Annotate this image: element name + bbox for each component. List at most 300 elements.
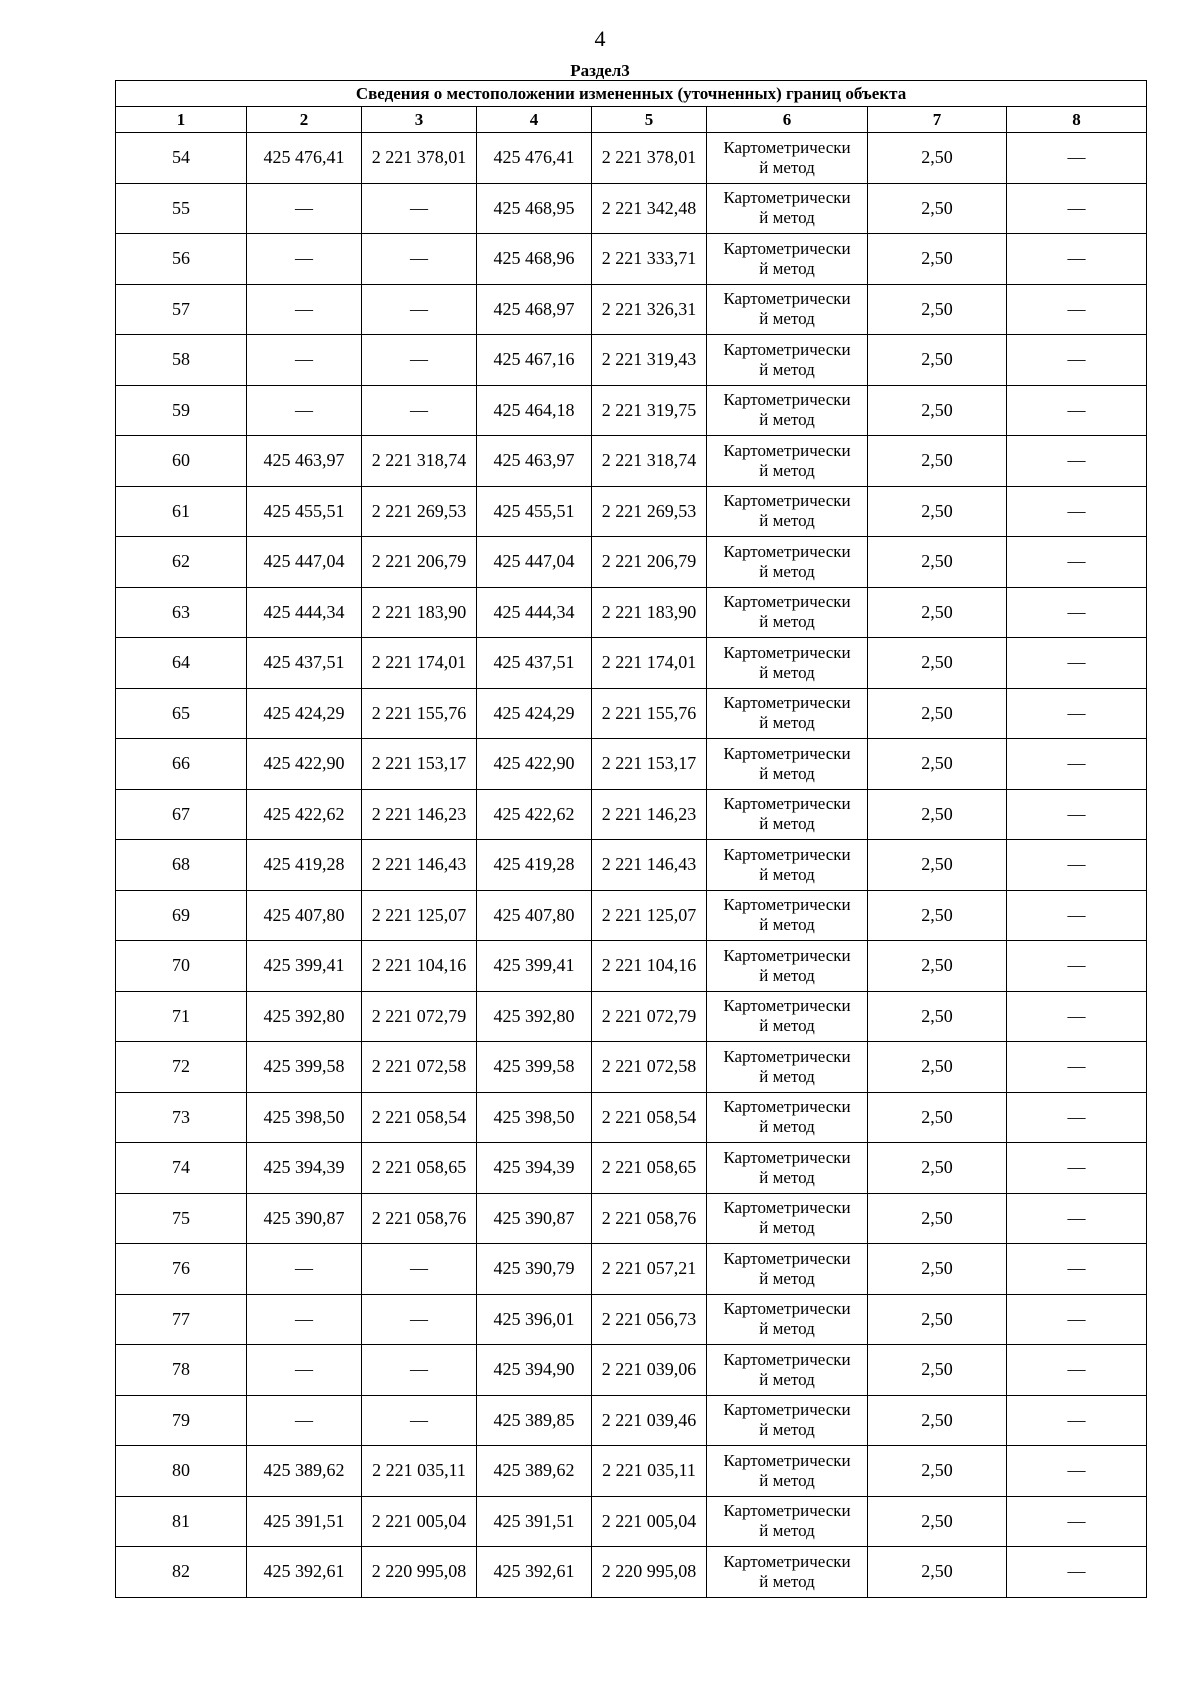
old-x-cell: 425 424,29 [247, 688, 362, 739]
new-y-cell: 2 221 153,17 [592, 739, 707, 790]
method-cell [707, 890, 868, 941]
old-x-cell: 425 394,39 [247, 1143, 362, 1194]
new-x-cell: 425 394,39 [477, 1143, 592, 1194]
new-y-cell: 2 221 058,76 [592, 1193, 707, 1244]
new-x-cell: 425 468,97 [477, 284, 592, 335]
method-cell [707, 1092, 868, 1143]
method-text-line1: Картометрически [723, 1147, 851, 1167]
old-x-cell: 425 444,34 [247, 587, 362, 638]
point-number-cell: 59 [116, 385, 247, 436]
new-y-cell: 2 221 057,21 [592, 1244, 707, 1295]
point-number-cell: 60 [116, 436, 247, 487]
old-x-cell: — [247, 1395, 362, 1446]
method-text-line1: Картометрически [723, 743, 851, 763]
accuracy-cell: 2,50 [868, 183, 1007, 234]
description-cell: — [1007, 234, 1147, 285]
point-number-cell: 58 [116, 335, 247, 386]
point-number-cell: 69 [116, 890, 247, 941]
table-row [116, 840, 1147, 891]
old-x-cell: 425 463,97 [247, 436, 362, 487]
method-text-line1: Картометрически [723, 1551, 851, 1571]
new-y-cell: 2 221 326,31 [592, 284, 707, 335]
new-x-cell: 425 455,51 [477, 486, 592, 537]
accuracy-cell: 2,50 [868, 537, 1007, 588]
column-number: 2 [247, 107, 362, 133]
old-x-cell: — [247, 1345, 362, 1396]
method-cell [707, 688, 868, 739]
old-y-cell: 2 221 146,23 [362, 789, 477, 840]
new-x-cell: 425 389,62 [477, 1446, 592, 1497]
point-number-cell: 71 [116, 991, 247, 1042]
description-cell: — [1007, 284, 1147, 335]
old-y-cell: — [362, 1244, 477, 1295]
old-y-cell: — [362, 183, 477, 234]
method-text-line1: Картометрически [723, 238, 851, 258]
method-text-line2: й метод [759, 561, 815, 581]
new-x-cell: 425 392,80 [477, 991, 592, 1042]
point-number-cell: 77 [116, 1294, 247, 1345]
table-row [116, 739, 1147, 790]
old-x-cell: 425 407,80 [247, 890, 362, 941]
new-x-cell: 425 468,95 [477, 183, 592, 234]
accuracy-cell: 2,50 [868, 1446, 1007, 1497]
accuracy-cell: 2,50 [868, 1345, 1007, 1396]
table-row [116, 133, 1147, 184]
new-y-cell: 2 221 319,43 [592, 335, 707, 386]
old-x-cell: 425 447,04 [247, 537, 362, 588]
accuracy-cell: 2,50 [868, 688, 1007, 739]
old-x-cell: 425 419,28 [247, 840, 362, 891]
method-text-line1: Картометрически [723, 945, 851, 965]
old-x-cell: 425 390,87 [247, 1193, 362, 1244]
method-cell [707, 1547, 868, 1598]
old-y-cell: 2 220 995,08 [362, 1547, 477, 1598]
accuracy-cell: 2,50 [868, 486, 1007, 537]
new-y-cell: 2 221 058,54 [592, 1092, 707, 1143]
new-x-cell: 425 419,28 [477, 840, 592, 891]
description-cell: — [1007, 1193, 1147, 1244]
method-text-line2: й метод [759, 713, 815, 733]
accuracy-cell: 2,50 [868, 638, 1007, 689]
old-y-cell: 2 221 183,90 [362, 587, 477, 638]
new-x-cell: 425 389,85 [477, 1395, 592, 1446]
description-cell: — [1007, 587, 1147, 638]
new-x-cell: 425 437,51 [477, 638, 592, 689]
description-cell: — [1007, 335, 1147, 386]
old-y-cell: 2 221 206,79 [362, 537, 477, 588]
point-number-cell: 82 [116, 1547, 247, 1598]
method-text-line2: й метод [759, 915, 815, 935]
description-cell: — [1007, 133, 1147, 184]
method-text-line2: й метод [759, 309, 815, 329]
old-x-cell: 425 392,80 [247, 991, 362, 1042]
old-y-cell: — [362, 234, 477, 285]
column-number: 5 [592, 107, 707, 133]
new-y-cell: 2 221 146,43 [592, 840, 707, 891]
new-y-cell: 2 221 183,90 [592, 587, 707, 638]
column-number: 4 [477, 107, 592, 133]
new-x-cell: 425 476,41 [477, 133, 592, 184]
old-y-cell: 2 221 155,76 [362, 688, 477, 739]
method-text-line2: й метод [759, 511, 815, 531]
table-row [116, 1092, 1147, 1143]
new-y-cell: 2 221 333,71 [592, 234, 707, 285]
new-x-cell: 425 444,34 [477, 587, 592, 638]
accuracy-cell: 2,50 [868, 1547, 1007, 1598]
table-row [116, 335, 1147, 386]
method-text-line1: Картометрически [723, 188, 851, 208]
new-x-cell: 425 396,01 [477, 1294, 592, 1345]
new-y-cell: 2 221 104,16 [592, 941, 707, 992]
method-text-line2: й метод [759, 1470, 815, 1490]
table-row [116, 1496, 1147, 1547]
new-y-cell: 2 221 058,65 [592, 1143, 707, 1194]
old-y-cell: 2 221 058,65 [362, 1143, 477, 1194]
old-y-cell: 2 221 072,79 [362, 991, 477, 1042]
method-text-line1: Картометрически [723, 1198, 851, 1218]
method-cell [707, 1345, 868, 1396]
method-cell [707, 1143, 868, 1194]
old-x-cell: 425 391,51 [247, 1496, 362, 1547]
old-x-cell: 425 389,62 [247, 1446, 362, 1497]
point-number-cell: 57 [116, 284, 247, 335]
method-cell [707, 1294, 868, 1345]
page-number: 4 [594, 26, 606, 51]
new-x-cell: 425 390,79 [477, 1244, 592, 1295]
method-text-line1: Картометрически [723, 1097, 851, 1117]
new-x-cell: 425 390,87 [477, 1193, 592, 1244]
description-cell: — [1007, 1446, 1147, 1497]
accuracy-cell: 2,50 [868, 385, 1007, 436]
method-text-line2: й метод [759, 1420, 815, 1440]
point-number-cell: 64 [116, 638, 247, 689]
description-cell: — [1007, 436, 1147, 487]
table-row [116, 1345, 1147, 1396]
method-text-line2: й метод [759, 965, 815, 985]
accuracy-cell: 2,50 [868, 335, 1007, 386]
table-row [116, 1193, 1147, 1244]
method-text-line1: Картометрически [723, 895, 851, 915]
method-cell [707, 1446, 868, 1497]
method-text-line1: Картометрически [723, 137, 851, 157]
table-row [116, 890, 1147, 941]
table-row [116, 638, 1147, 689]
old-y-cell: 2 221 318,74 [362, 436, 477, 487]
description-cell: — [1007, 1244, 1147, 1295]
point-number-cell: 81 [116, 1496, 247, 1547]
table-row [116, 789, 1147, 840]
boundary-coordinates-table [115, 80, 1147, 1598]
old-y-cell: 2 221 104,16 [362, 941, 477, 992]
method-text-line2: й метод [759, 460, 815, 480]
table-row [116, 1446, 1147, 1497]
accuracy-cell: 2,50 [868, 739, 1007, 790]
accuracy-cell: 2,50 [868, 941, 1007, 992]
point-number-cell: 67 [116, 789, 247, 840]
method-text-line2: й метод [759, 1268, 815, 1288]
point-number-cell: 56 [116, 234, 247, 285]
old-y-cell: 2 221 058,76 [362, 1193, 477, 1244]
method-text-line1: Картометрически [723, 642, 851, 662]
method-text-line1: Картометрически [723, 289, 851, 309]
method-text-line2: й метод [759, 208, 815, 228]
column-number: 6 [707, 107, 868, 133]
old-y-cell: — [362, 1294, 477, 1345]
old-y-cell: — [362, 1345, 477, 1396]
new-y-cell: 2 221 072,79 [592, 991, 707, 1042]
method-text-line1: Картометрически [723, 844, 851, 864]
old-x-cell: 425 399,41 [247, 941, 362, 992]
new-y-cell: 2 221 039,06 [592, 1345, 707, 1396]
table-row [116, 1294, 1147, 1345]
table-row [116, 537, 1147, 588]
method-text-line1: Картометрически [723, 339, 851, 359]
table-row [116, 385, 1147, 436]
table-row [116, 1395, 1147, 1446]
accuracy-cell: 2,50 [868, 1395, 1007, 1446]
section-label: Раздел3 [570, 61, 630, 80]
method-cell [707, 739, 868, 790]
accuracy-cell: 2,50 [868, 1496, 1007, 1547]
method-cell [707, 385, 868, 436]
old-y-cell: — [362, 385, 477, 436]
column-number: 8 [1007, 107, 1147, 133]
description-cell: — [1007, 1395, 1147, 1446]
new-y-cell: 2 220 995,08 [592, 1547, 707, 1598]
point-number-cell: 66 [116, 739, 247, 790]
old-y-cell: 2 221 153,17 [362, 739, 477, 790]
method-cell [707, 789, 868, 840]
old-x-cell: — [247, 234, 362, 285]
description-cell: — [1007, 1345, 1147, 1396]
method-cell [707, 1244, 868, 1295]
point-number-cell: 62 [116, 537, 247, 588]
accuracy-cell: 2,50 [868, 133, 1007, 184]
description-cell: — [1007, 486, 1147, 537]
point-number-cell: 75 [116, 1193, 247, 1244]
description-cell: — [1007, 1042, 1147, 1093]
method-text-line1: Картометрически [723, 592, 851, 612]
new-y-cell: 2 221 206,79 [592, 537, 707, 588]
table-body [116, 133, 1147, 1598]
method-cell [707, 1496, 868, 1547]
old-x-cell: 425 398,50 [247, 1092, 362, 1143]
old-x-cell: 425 392,61 [247, 1547, 362, 1598]
method-cell [707, 183, 868, 234]
old-x-cell: 425 437,51 [247, 638, 362, 689]
point-number-cell: 78 [116, 1345, 247, 1396]
new-x-cell: 425 422,90 [477, 739, 592, 790]
accuracy-cell: 2,50 [868, 284, 1007, 335]
description-cell: — [1007, 789, 1147, 840]
point-number-cell: 80 [116, 1446, 247, 1497]
method-text-line2: й метод [759, 1319, 815, 1339]
method-text-line2: й метод [759, 1571, 815, 1591]
description-cell: — [1007, 1496, 1147, 1547]
old-x-cell: — [247, 1294, 362, 1345]
method-text-line2: й метод [759, 1066, 815, 1086]
point-number-cell: 76 [116, 1244, 247, 1295]
method-cell [707, 991, 868, 1042]
method-text-line2: й метод [759, 157, 815, 177]
table-row [116, 284, 1147, 335]
method-text-line2: й метод [759, 258, 815, 278]
new-x-cell: 425 468,96 [477, 234, 592, 285]
description-cell: — [1007, 1092, 1147, 1143]
description-cell: — [1007, 941, 1147, 992]
method-text-line2: й метод [759, 662, 815, 682]
accuracy-cell: 2,50 [868, 1143, 1007, 1194]
method-text-line1: Картометрически [723, 996, 851, 1016]
accuracy-cell: 2,50 [868, 1244, 1007, 1295]
old-y-cell: — [362, 1395, 477, 1446]
accuracy-cell: 2,50 [868, 587, 1007, 638]
new-x-cell: 425 424,29 [477, 688, 592, 739]
new-y-cell: 2 221 378,01 [592, 133, 707, 184]
accuracy-cell: 2,50 [868, 436, 1007, 487]
accuracy-cell: 2,50 [868, 789, 1007, 840]
accuracy-cell: 2,50 [868, 1294, 1007, 1345]
method-cell [707, 335, 868, 386]
method-cell [707, 638, 868, 689]
method-text-line1: Картометрически [723, 541, 851, 561]
old-y-cell: — [362, 284, 477, 335]
column-number-row [116, 107, 1147, 133]
accuracy-cell: 2,50 [868, 234, 1007, 285]
new-y-cell: 2 221 125,07 [592, 890, 707, 941]
old-x-cell: — [247, 385, 362, 436]
old-x-cell: — [247, 1244, 362, 1295]
table-row [116, 587, 1147, 638]
method-cell [707, 234, 868, 285]
new-y-cell: 2 221 318,74 [592, 436, 707, 487]
new-x-cell: 425 399,41 [477, 941, 592, 992]
accuracy-cell: 2,50 [868, 1092, 1007, 1143]
old-x-cell: 425 422,90 [247, 739, 362, 790]
method-text-line2: й метод [759, 814, 815, 834]
description-cell: — [1007, 537, 1147, 588]
point-number-cell: 72 [116, 1042, 247, 1093]
new-y-cell: 2 221 146,23 [592, 789, 707, 840]
new-x-cell: 425 398,50 [477, 1092, 592, 1143]
method-text-line1: Картометрически [723, 1349, 851, 1369]
method-text-line1: Картометрически [723, 1299, 851, 1319]
method-text-line2: й метод [759, 1369, 815, 1389]
method-text-line2: й метод [759, 864, 815, 884]
old-x-cell: — [247, 335, 362, 386]
point-number-cell: 63 [116, 587, 247, 638]
description-cell: — [1007, 183, 1147, 234]
table-title-row [116, 81, 1147, 107]
description-cell: — [1007, 1294, 1147, 1345]
table-row [116, 486, 1147, 537]
new-x-cell: 425 394,90 [477, 1345, 592, 1396]
method-text-line1: Картометрически [723, 491, 851, 511]
old-y-cell: 2 221 378,01 [362, 133, 477, 184]
old-x-cell: 425 422,62 [247, 789, 362, 840]
method-cell [707, 1042, 868, 1093]
method-cell [707, 1193, 868, 1244]
table-row [116, 1244, 1147, 1295]
new-y-cell: 2 221 072,58 [592, 1042, 707, 1093]
new-x-cell: 425 391,51 [477, 1496, 592, 1547]
point-number-cell: 74 [116, 1143, 247, 1194]
method-cell [707, 486, 868, 537]
description-cell: — [1007, 890, 1147, 941]
method-text-line1: Картометрически [723, 1450, 851, 1470]
description-cell: — [1007, 739, 1147, 790]
new-y-cell: 2 221 342,48 [592, 183, 707, 234]
accuracy-cell: 2,50 [868, 1193, 1007, 1244]
new-y-cell: 2 221 005,04 [592, 1496, 707, 1547]
description-cell: — [1007, 1547, 1147, 1598]
method-text-line1: Картометрически [723, 693, 851, 713]
method-cell [707, 587, 868, 638]
old-x-cell: 425 455,51 [247, 486, 362, 537]
accuracy-cell: 2,50 [868, 1042, 1007, 1093]
new-y-cell: 2 221 039,46 [592, 1395, 707, 1446]
point-number-cell: 54 [116, 133, 247, 184]
new-y-cell: 2 221 174,01 [592, 638, 707, 689]
table-row [116, 941, 1147, 992]
method-text-line2: й метод [759, 410, 815, 430]
accuracy-cell: 2,50 [868, 890, 1007, 941]
new-x-cell: 425 447,04 [477, 537, 592, 588]
description-cell: — [1007, 1143, 1147, 1194]
new-x-cell: 425 422,62 [477, 789, 592, 840]
new-x-cell: 425 407,80 [477, 890, 592, 941]
method-text-line2: й метод [759, 1521, 815, 1541]
old-y-cell: 2 221 174,01 [362, 638, 477, 689]
old-y-cell: 2 221 035,11 [362, 1446, 477, 1497]
new-y-cell: 2 221 035,11 [592, 1446, 707, 1497]
table-row [116, 234, 1147, 285]
method-cell [707, 1395, 868, 1446]
method-text-line1: Картометрически [723, 1046, 851, 1066]
new-x-cell: 425 392,61 [477, 1547, 592, 1598]
method-text-line1: Картометрически [723, 1400, 851, 1420]
method-text-line2: й метод [759, 1016, 815, 1036]
old-y-cell: 2 221 146,43 [362, 840, 477, 891]
point-number-cell: 55 [116, 183, 247, 234]
method-text-line1: Картометрически [723, 440, 851, 460]
column-number: 1 [116, 107, 247, 133]
old-y-cell: 2 221 269,53 [362, 486, 477, 537]
new-x-cell: 425 464,18 [477, 385, 592, 436]
old-y-cell: — [362, 335, 477, 386]
old-x-cell: — [247, 183, 362, 234]
table-row [116, 1042, 1147, 1093]
description-cell: — [1007, 638, 1147, 689]
table-row [116, 688, 1147, 739]
new-y-cell: 2 221 155,76 [592, 688, 707, 739]
method-text-line2: й метод [759, 1117, 815, 1137]
accuracy-cell: 2,50 [868, 991, 1007, 1042]
method-text-line1: Картометрически [723, 794, 851, 814]
point-number-cell: 73 [116, 1092, 247, 1143]
point-number-cell: 79 [116, 1395, 247, 1446]
old-x-cell: 425 399,58 [247, 1042, 362, 1093]
old-x-cell: 425 476,41 [247, 133, 362, 184]
point-number-cell: 61 [116, 486, 247, 537]
method-text-line1: Картометрически [723, 390, 851, 410]
method-cell [707, 941, 868, 992]
method-text-line2: й метод [759, 1218, 815, 1238]
table-row [116, 436, 1147, 487]
method-text-line2: й метод [759, 763, 815, 783]
method-text-line2: й метод [759, 359, 815, 379]
point-number-cell: 65 [116, 688, 247, 739]
